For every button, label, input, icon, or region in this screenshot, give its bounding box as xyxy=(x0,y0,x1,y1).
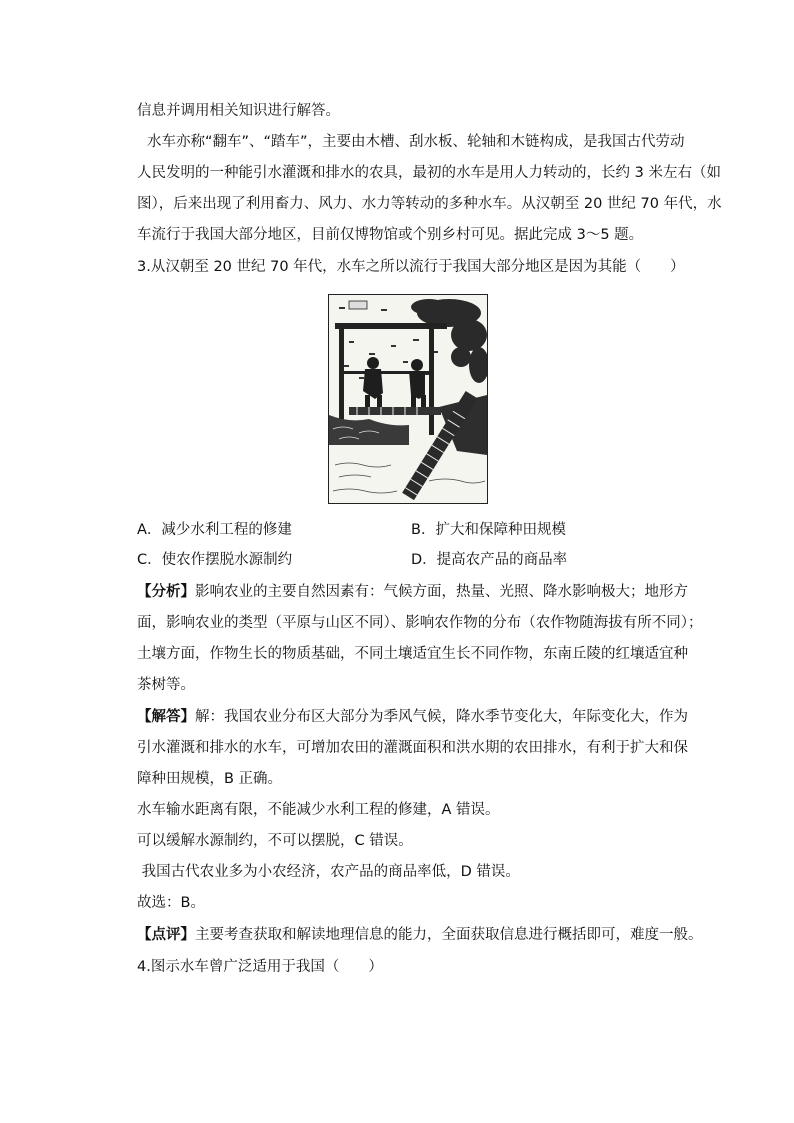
answer-line-3: 障种田规模，B 正确。 xyxy=(137,771,283,787)
answer-line-5: 可以缓解水源制约，不可以摆脱，C 错误。 xyxy=(137,833,413,849)
passage-line-2: 人民发明的一种能引水灌溉和排水的农具，最初的水车是用人力转动的，长约 3 米左右（如 xyxy=(137,165,721,181)
answer-line-4: 水车输水距离有限，不能减少水利工程的修建，A 错误。 xyxy=(137,802,500,818)
question-4: 4.图示水车曾广泛适用于我国（ ） xyxy=(137,959,383,975)
analysis-text-1: 影响农业的主要自然因素有：气候方面，热量、光照、降水影响极大；地形方 xyxy=(195,584,688,600)
water-wheel-illustration xyxy=(328,294,488,504)
passage-line-4: 车流行于我国大部分地区，目前仅博物馆或个别乡村可见。据此完成 3～5 题。 xyxy=(137,227,644,243)
analysis-tag: 【分析】 xyxy=(137,584,195,600)
answer-line-6: 我国古代农业多为小农经济，农产品的商品率低，D 错误。 xyxy=(137,864,520,880)
answer-line-2: 引水灌溉和排水的水车，可增加农田的灌溉面积和洪水期的农田排水，有利于扩大和保 xyxy=(137,740,688,756)
analysis-line-3: 土壤方面，作物生长的物质基础，不同土壤适宜生长不同作物，东南丘陵的红壤适宜种 xyxy=(137,646,688,662)
answer-line-1 xyxy=(137,707,688,727)
analysis-line-2: 面，影响农业的类型（平原与山区不同）、影响农作物的分布（农作物随海拔有所不同）； xyxy=(137,615,703,631)
passage-line-3: 图），后来出现了利用畜力、风力、水力等转动的多种水车。从汉朝至 20 世纪 70 年代，水 xyxy=(137,196,722,212)
analysis-line-4: 茶树等。 xyxy=(137,677,195,693)
comment-line xyxy=(137,925,703,945)
answer-line-7: 故选：B。 xyxy=(137,895,205,911)
comment-text: 主要考查获取和解读地理信息的能力，全面获取信息进行概括即可，难度一般。 xyxy=(195,927,703,943)
option-a: A．减少水利工程的修建 xyxy=(137,522,292,538)
answer-text-1: 解：我国农业分布区大部分为季风气候，降水季节变化大，年际变化大，作为 xyxy=(195,709,688,725)
comment-tag: 【点评】 xyxy=(137,927,195,943)
passage-line-1: 水车亦称“翻车”、“踏车”，主要由木槽、刮水板、轮轴和木链构成，是我国古代劳动 xyxy=(147,134,685,150)
option-b: B．扩大和保障种田规模 xyxy=(411,522,566,538)
option-c: C．使农作摆脱水源制约 xyxy=(137,552,293,568)
option-d: D．提高农产品的商品率 xyxy=(411,552,568,568)
question-3: 3.从汉朝至 20 世纪 70 年代，水车之所以流行于我国大部分地区是因为其能（ ） xyxy=(137,259,685,275)
analysis-line-1 xyxy=(137,582,688,602)
answer-tag: 【解答】 xyxy=(137,709,195,725)
intro-line: 信息并调用相关知识进行解答。 xyxy=(137,103,340,119)
